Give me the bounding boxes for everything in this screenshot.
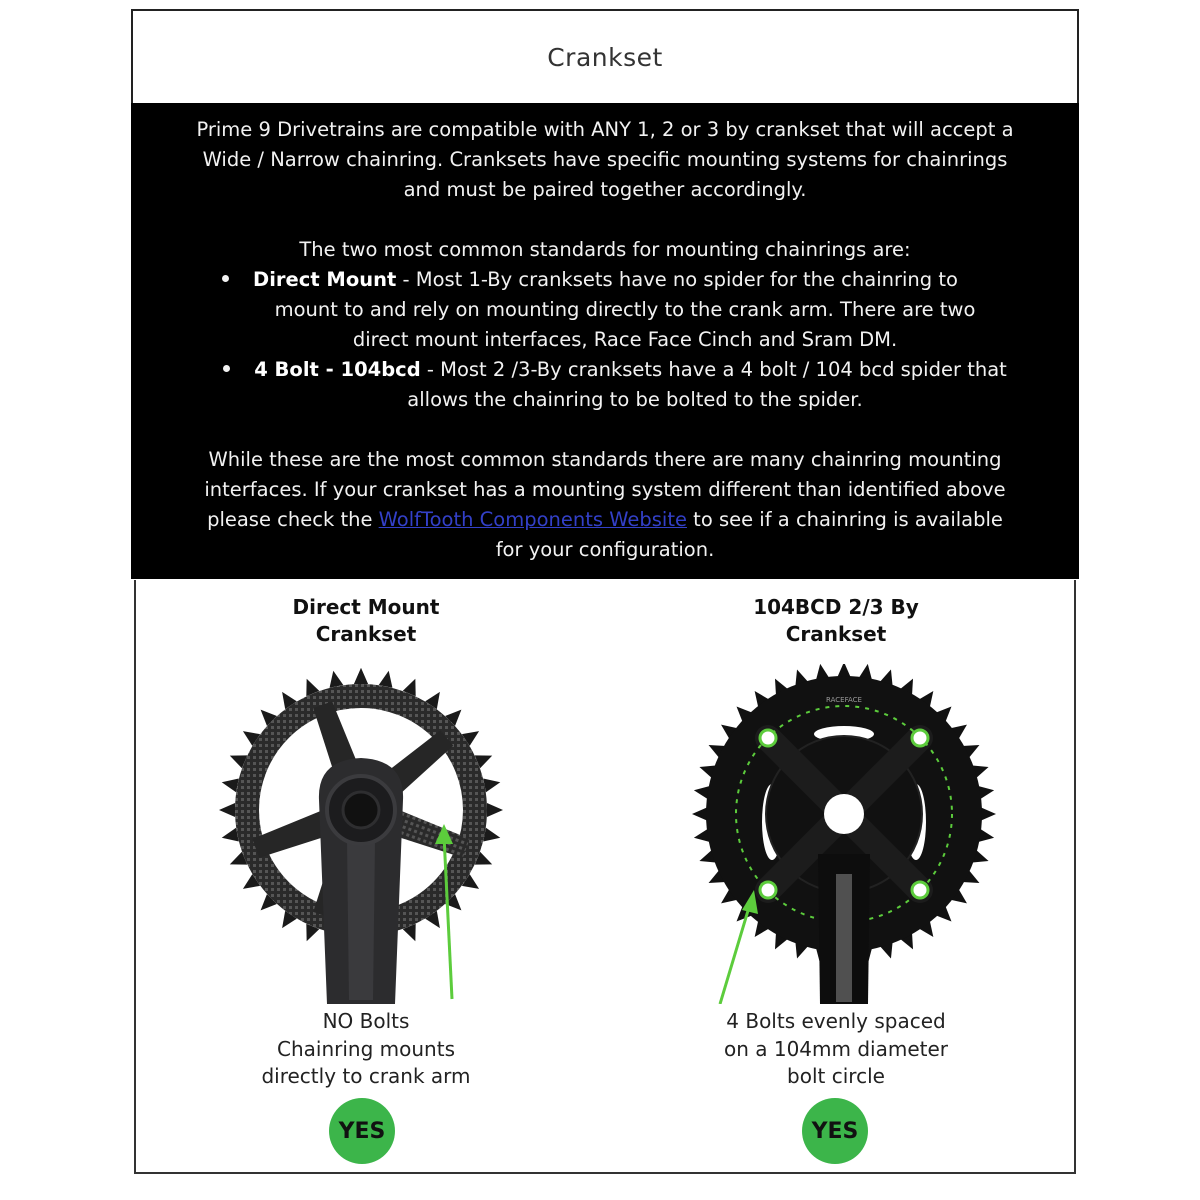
option-caption	[136, 1008, 596, 1091]
header-box	[131, 9, 1079, 103]
para-text: please check the	[207, 508, 379, 531]
option-title-line: Crankset	[785, 622, 887, 646]
direct-mount-crankset-image	[218, 664, 508, 1004]
option-direct-mount	[136, 580, 596, 1170]
yes-badge: YES	[329, 1098, 395, 1164]
para-text: to see if a chainring is available	[686, 508, 1003, 531]
intro-line: Wide / Narrow chainring. Cranksets have specific mounting systems for chainrings	[202, 148, 1008, 171]
page-title: Crankset	[547, 42, 663, 72]
intro-paragraph	[141, 115, 1069, 205]
caption-line: directly to crank arm	[261, 1064, 471, 1088]
bullet-icon	[223, 365, 230, 372]
standards-list	[141, 265, 1069, 415]
intro-line: Prime 9 Drivetrains are compatible with ANY 1, 2 or 3 by crankset that will accept a	[196, 118, 1014, 141]
standard-name: Direct Mount	[253, 268, 397, 291]
caption-line: on a 104mm diameter	[723, 1036, 949, 1061]
caption-line: bolt circle	[787, 1064, 885, 1088]
intro-line: and must be paired together accordingly.	[403, 178, 807, 201]
option-caption	[606, 1008, 1066, 1091]
standard-desc: direct mount interfaces, Race Face Cinch and Sram DM.	[352, 328, 898, 351]
standard-desc: - Most 2 /3-By cranksets have a 4 bolt / 104 bcd spider that	[420, 358, 1007, 381]
standard-desc: mount to and rely on mounting directly to the crank arm. There are two	[274, 298, 976, 321]
comparison-panel	[134, 580, 1076, 1174]
standard-desc: allows the chainring to be bolted to the spider.	[407, 388, 863, 411]
104bcd-crankset-image	[686, 664, 996, 1004]
option-title	[136, 594, 596, 648]
para-line: While these are the most common standards there are many chainring mounting	[208, 448, 1002, 471]
standards-section	[141, 235, 1069, 415]
caption-line: NO Bolts	[322, 1009, 410, 1033]
option-title-line: Direct Mount	[292, 595, 440, 619]
intro-panel	[131, 103, 1079, 579]
standard-name: 4 Bolt - 104bcd	[254, 358, 421, 381]
option-title-line: Crankset	[315, 622, 417, 646]
bullet-icon	[222, 275, 229, 282]
option-104bcd	[606, 580, 1066, 1170]
wolftooth-website-link[interactable]: WolfTooth Components Website	[378, 508, 687, 531]
standard-item-4-bolt	[141, 355, 1069, 415]
standard-item-direct-mount	[141, 265, 1069, 355]
yes-badge: YES	[802, 1098, 868, 1164]
para-line: interfaces. If your crankset has a mounting system different than identified above	[204, 478, 1006, 501]
svg-text:RACEFACE: RACEFACE	[826, 696, 862, 704]
standard-desc: - Most 1-By cranksets have no spider for the chainring to	[396, 268, 958, 291]
caption-line: 4 Bolts evenly spaced	[726, 1009, 946, 1033]
option-title-line: 104BCD 2/3 By	[753, 595, 919, 619]
para-line: for your configuration.	[495, 538, 715, 561]
other-standards-paragraph	[141, 445, 1069, 565]
option-title	[606, 594, 1066, 648]
standards-lead: The two most common standards for mounting chainrings are:	[299, 238, 911, 261]
caption-line: Chainring mounts	[277, 1036, 455, 1061]
